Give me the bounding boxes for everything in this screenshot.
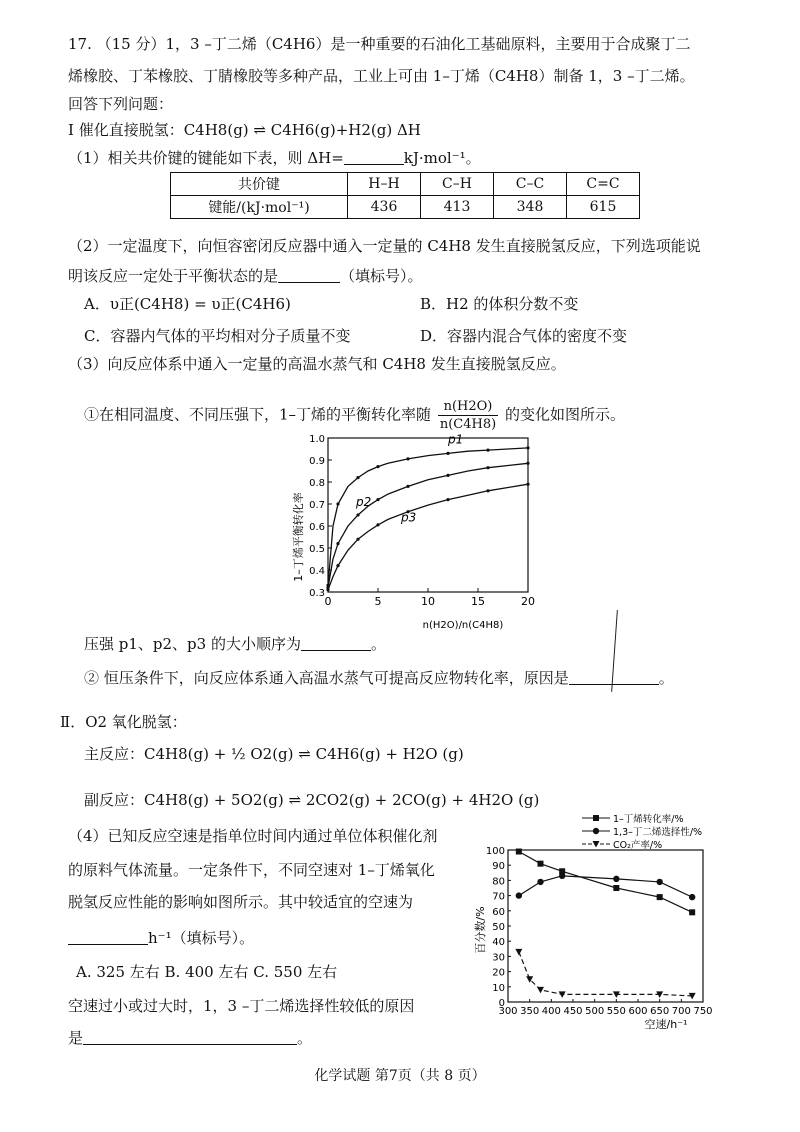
y-tick-label: 1.0 [309, 434, 325, 445]
space-velocity-chart [470, 810, 720, 1032]
series-label: p3 [401, 510, 417, 525]
x-tick-label: 5 [374, 595, 382, 608]
q3-pressure: 压强 p1、p2、p3 的大小顺序为 。 [84, 635, 386, 653]
chart1-xlabel-num: n(H2O)/n(C4H8) [422, 620, 504, 631]
chart1-ylabel: 1–丁烯平衡转化率 [292, 492, 305, 582]
ratio-fraction: $\frac{n(H2O)}{n(C4H8)}$ [439, 399, 497, 432]
square-marker [613, 885, 619, 891]
chart2-frame [508, 850, 703, 1002]
side-reaction: 副反应：C4H8(g) + 5O2(g) ⇌ 2CO2(g) + 2CO(g) + 4H2O (g) [84, 791, 540, 809]
x-tick-label: 650 [650, 1006, 670, 1017]
conversion-chart [288, 432, 548, 632]
data-point [526, 446, 529, 449]
q3-line1: （3）向反应体系中通入一定量的高温水蒸气和 C4H8 发生直接脱氢反应。 [68, 355, 566, 373]
q3-sub1: ①在相同温度、不同压强下，1–丁烯的平衡转化率随 $\frac{n(H2O)}{n(C4H8)}$ 的变化如图所示。 [84, 399, 625, 432]
q2-option-b: B．H2 的体积分数不变 [420, 295, 579, 313]
triangle-marker [537, 987, 544, 994]
data-point [486, 489, 489, 492]
table-cell: 436 [348, 196, 421, 219]
table-cell: 615 [567, 196, 640, 219]
q4-line4: h⁻¹（填标号）。 [68, 928, 254, 948]
y-tick-label: 0.4 [309, 566, 325, 577]
q2-line1: （2）一定温度下，向恒容密闭反应器中通入一定量的 C4H8 发生直接脱氢反应，下列选项能说 [68, 237, 701, 255]
table-header: C–C [494, 173, 567, 196]
series-label: p1 [448, 432, 464, 447]
y-tick-label: 30 [492, 952, 505, 964]
q2-option-d: D．容器内混合气体的密度不变 [420, 327, 628, 345]
series-label: p2 [356, 495, 372, 510]
q2-line2: 明该反应一定处于平衡状态的是 （填标号）。 [68, 267, 423, 285]
series-line [519, 952, 692, 996]
circle-marker [559, 873, 565, 879]
legend-label: 1–丁烯转化率/% [613, 814, 684, 825]
data-point [356, 538, 359, 541]
part2-title: Ⅱ．O2 氧化脱氢： [60, 713, 187, 731]
chart2-xlabel: 空速/h⁻¹ [644, 1018, 688, 1031]
data-point [446, 452, 449, 455]
x-tick-label: 550 [606, 1006, 626, 1017]
y-tick-label: 0.9 [309, 456, 325, 467]
y-tick-label: 60 [492, 906, 505, 918]
q4-line3: 脱氢反应性能的影响如图所示。其中较适宜的空速为 [68, 893, 414, 911]
y-tick-label: 0 [498, 998, 505, 1009]
page-footer: 化学试题 第7页（共 8 页） [314, 1068, 486, 1084]
y-tick-label: 0.7 [309, 500, 325, 511]
q1-text: （1）相关共价键的键能如下表，则 ΔH= kJ·mol⁻¹。 [68, 149, 481, 167]
square-marker [538, 861, 544, 867]
data-point [486, 466, 489, 469]
q1-answer-blank[interactable] [344, 150, 404, 165]
x-tick-label: 300 [498, 1006, 518, 1017]
q2-option-a: A．υ正(C4H8) = υ正(C4H6) [84, 295, 291, 313]
y-tick-label: 80 [492, 876, 505, 888]
part1-title: Ⅰ 催化直接脱氢：C4H8(g) ⇌ C4H6(g)+H2(g) ΔH [68, 121, 421, 139]
data-point [336, 564, 339, 567]
data-point [336, 542, 339, 545]
square-marker [657, 894, 663, 900]
main-reaction: 主反应：C4H8(g) + ½ O2(g) ⇌ C4H6(g) + H2O (g) [84, 745, 464, 763]
table-header: 共价键 [171, 173, 348, 196]
series-line-p1 [328, 448, 528, 586]
x-tick-label: 600 [628, 1006, 648, 1017]
circle-marker [613, 876, 619, 882]
data-point [526, 483, 529, 486]
triangle-marker [515, 949, 522, 956]
data-point [526, 462, 529, 465]
q4-line2: 的原料气体流量。一定条件下，不同空速对 1–丁烯氧化 [68, 861, 435, 879]
circle-marker [516, 892, 522, 898]
data-point [376, 465, 379, 468]
table-cell: 键能/(kJ·mol⁻¹) [171, 196, 348, 219]
table-header: C=C [567, 173, 640, 196]
x-tick-label: 15 [471, 595, 485, 608]
y-tick-label: 20 [492, 967, 505, 979]
data-point [356, 476, 359, 479]
q4-line5: 空速过小或过大时，1，3 –丁二烯选择性较低的原因 [68, 997, 415, 1015]
bond-energy-table [170, 172, 640, 219]
q2-answer-blank[interactable] [278, 268, 340, 283]
triangle-marker [559, 991, 566, 998]
x-tick-label: 500 [585, 1006, 605, 1017]
data-point [356, 513, 359, 516]
circle-marker [689, 894, 695, 900]
y-tick-label: 0.3 [309, 588, 325, 599]
triangle-marker [593, 841, 600, 848]
pressure-answer-blank[interactable] [301, 636, 371, 651]
q3-sub2: ② 恒压条件下，向反应体系通入高温水蒸气可提高反应物转化率，原因是 。 [84, 669, 674, 687]
reason-answer-blank[interactable] [569, 670, 659, 685]
x-tick-label: 350 [520, 1006, 540, 1017]
y-tick-label: 90 [492, 861, 505, 873]
table-cell: 413 [421, 196, 494, 219]
q4-options: A. 325 左右 B. 400 左右 C. 550 左右 [76, 963, 338, 981]
data-point [336, 502, 339, 505]
table-row [171, 196, 640, 219]
data-point [446, 474, 449, 477]
question-intro-line2: 烯橡胶、丁苯橡胶、丁腈橡胶等多种产品，工业上可由 1–丁烯（C4H8）制备 1，3 –丁二烯。 [68, 67, 695, 85]
square-marker [593, 815, 599, 821]
x-tick-label: 750 [693, 1006, 713, 1017]
legend-label: CO₂产率/% [613, 840, 663, 851]
y-tick-label: 40 [492, 937, 505, 949]
series-line-p2 [328, 463, 528, 587]
x-tick-label: 10 [421, 595, 435, 608]
table-cell: 348 [494, 196, 567, 219]
question-intro-line1: 17. （15 分）1，3 –丁二烯（C4H6）是一种重要的石油化工基础原料，主要用于合成聚丁二 [68, 35, 691, 53]
y-tick-label: 100 [485, 846, 505, 857]
y-tick-label: 50 [492, 922, 505, 933]
data-point [486, 449, 489, 452]
data-point [376, 498, 379, 501]
data-point [326, 588, 329, 591]
x-tick-label: 450 [563, 1006, 583, 1017]
chart2-ylabel: 百分数/% [474, 906, 487, 954]
q4-line1: （4）已知反应空速是指单位时间内通过单位体积催化剂 [68, 827, 438, 845]
q4-line6: 是 。 [68, 1029, 313, 1047]
table-row [171, 173, 640, 196]
square-marker [689, 909, 695, 915]
data-point [406, 485, 409, 488]
y-tick-label: 10 [492, 982, 505, 994]
data-point [446, 498, 449, 501]
square-marker [516, 849, 522, 855]
x-tick-label: 700 [671, 1006, 691, 1017]
table-header: H–H [348, 173, 421, 196]
q2-option-c: C．容器内气体的平均相对分子质量不变 [84, 327, 351, 345]
x-tick-label: 0 [324, 595, 332, 608]
selectivity-answer-blank[interactable] [83, 1030, 297, 1045]
y-tick-label: 0.8 [309, 478, 325, 489]
series-line [519, 876, 692, 897]
y-tick-label: 0.6 [309, 522, 325, 533]
data-point [376, 523, 379, 526]
y-tick-label: 70 [492, 891, 505, 903]
data-point [406, 457, 409, 460]
x-tick-label: 400 [541, 1006, 561, 1017]
table-header: C–H [421, 173, 494, 196]
circle-marker [593, 828, 599, 834]
legend-label: 1,3–丁二烯选择性/% [613, 827, 703, 838]
space-velocity-answer-blank[interactable] [68, 930, 148, 945]
x-tick-label: 20 [521, 595, 535, 608]
series-line [519, 852, 692, 913]
y-tick-label: 0.5 [309, 544, 325, 555]
circle-marker [537, 879, 543, 885]
circle-marker [656, 879, 662, 885]
question-intro-line3: 回答下列问题： [68, 95, 174, 113]
